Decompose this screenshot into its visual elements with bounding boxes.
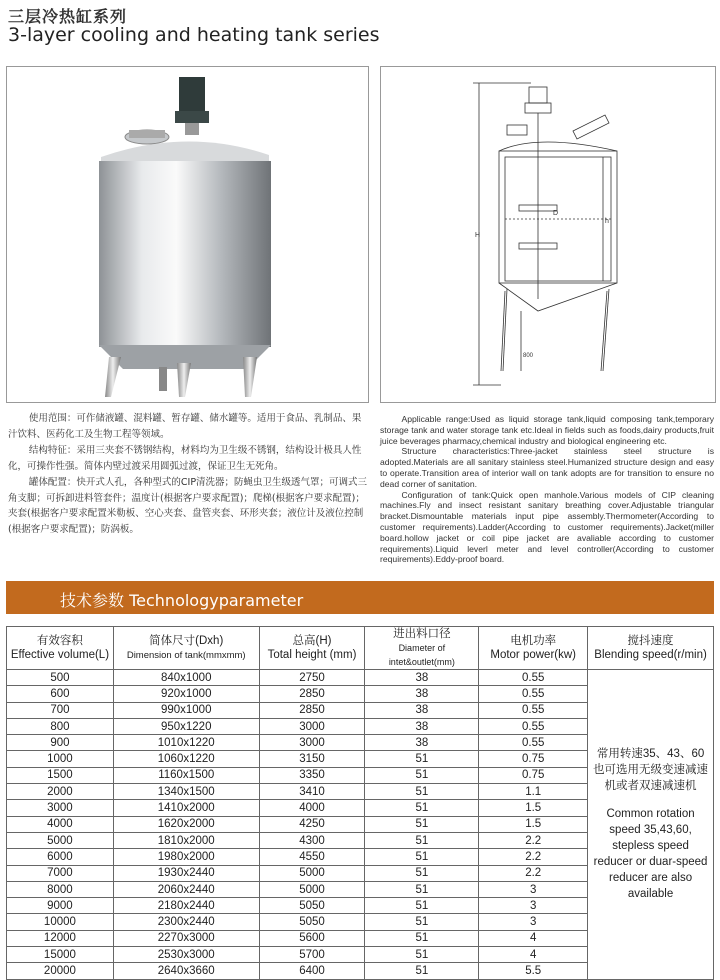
cell-diameter: 51: [365, 930, 479, 946]
cell-motor: 0.55: [479, 702, 588, 718]
tank-diagram-drawing: [381, 67, 715, 402]
cell-motor: 0.55: [479, 718, 588, 734]
cell-dimension: 840x1000: [113, 670, 259, 686]
cell-volume: 1500: [7, 767, 114, 783]
tank-diagram: [380, 66, 716, 403]
cell-volume: 4000: [7, 816, 114, 832]
label-800: 800: [523, 353, 534, 359]
cell-height: 4550: [259, 849, 365, 865]
cell-height: 4250: [259, 816, 365, 832]
cell-height: 5000: [259, 881, 365, 897]
cell-volume: 600: [7, 686, 114, 702]
cell-diameter: 38: [365, 670, 479, 686]
cell-height: 3000: [259, 718, 365, 734]
label-h-total: H: [475, 232, 481, 239]
cell-diameter: 38: [365, 686, 479, 702]
cell-dimension: 1060x1220: [113, 751, 259, 767]
cell-volume: 9000: [7, 898, 114, 914]
table-body: [7, 670, 714, 980]
cell-height: 2850: [259, 686, 365, 702]
cell-motor: 4: [479, 930, 588, 946]
description-chinese: [8, 411, 368, 538]
cell-height: 4000: [259, 800, 365, 816]
cell-dimension: 2300x2440: [113, 914, 259, 930]
cell-diameter: 51: [365, 784, 479, 800]
cell-motor: 0.55: [479, 735, 588, 751]
cell-volume: 1000: [7, 751, 114, 767]
cell-height: 2850: [259, 702, 365, 718]
desc-en-range: Applicable range:Used as liquid storage tank,liquid composing tank,temporary storage tank and water storage tank etc.Ideal in fields such as foods,dairy products,fruit juice beverages pharmacy,chemical industry and biological engineering etc.: [380, 414, 714, 446]
cell-diameter: 51: [365, 767, 479, 783]
cell-diameter: 51: [365, 898, 479, 914]
cell-height: 5050: [259, 898, 365, 914]
desc-en-structure: Structure characteristics:Three-jacket stainless steel structure is adopted.Materials are all sanitary stainless steel.Humanized structure design and easy to operate.Transition area of interior wall on tank adopts are for transition to ensure no dead corner of sanitation.: [380, 446, 714, 489]
cell-motor: 0.75: [479, 767, 588, 783]
cell-volume: 15000: [7, 947, 114, 963]
cell-volume: 800: [7, 718, 114, 734]
cell-diameter: 51: [365, 800, 479, 816]
cell-dimension: 2180x2440: [113, 898, 259, 914]
cell-motor: 1.5: [479, 816, 588, 832]
cell-diameter: 51: [365, 914, 479, 930]
cell-diameter: 38: [365, 718, 479, 734]
cell-motor: 3: [479, 898, 588, 914]
cell-diameter: 51: [365, 865, 479, 881]
header-height: 总高(H) Total height (mm): [259, 627, 365, 670]
cell-dimension: 1340x1500: [113, 784, 259, 800]
header-dimension: 简体尺寸(Dxh) Dimension of tank(mmxmm): [113, 627, 259, 670]
cell-volume: 8000: [7, 881, 114, 897]
cell-volume: 900: [7, 735, 114, 751]
desc-cn-structure: 结构特征：采用三夹套不锈钢结构，材料均为卫生级不锈钢，结构设计极具人性化，可操作性强。简体内壁过渡采用圆弧过渡，保证卫生无死角。: [8, 445, 362, 472]
cell-dimension: 920x1000: [113, 686, 259, 702]
cell-volume: 2000: [7, 784, 114, 800]
cell-diameter: 51: [365, 947, 479, 963]
cell-height: 3350: [259, 767, 365, 783]
cell-dimension: 1810x2000: [113, 832, 259, 848]
cell-height: 3410: [259, 784, 365, 800]
tank-photo-illustration: [7, 67, 368, 402]
cell-height: 5050: [259, 914, 365, 930]
cell-diameter: 51: [365, 881, 479, 897]
cell-volume: 6000: [7, 849, 114, 865]
cell-motor: 3: [479, 881, 588, 897]
cell-diameter: 51: [365, 849, 479, 865]
cell-volume: 7000: [7, 865, 114, 881]
header-speed: 搅抖速度 Blending speed(r/min): [588, 627, 714, 670]
desc-en-config: Configuration of tank:Quick open manhole.Various models of CIP cleaning machines.Fly and insect resistant sanitary breathing cover.Adjustable triangular bracket.Dismountable materials input pipe assembly.Thermometer(According to customer requirements).Ladder(According to customer requirements).Jacket(miller board.hollow jacket or coil pipe jacket are avaliable according to customer requirements).Liquid leverl meter and level controller(According to customer requirements).Eddy-proof board.: [380, 489, 714, 565]
cell-height: 2750: [259, 670, 365, 686]
cell-motor: 1.1: [479, 784, 588, 800]
cell-motor: 0.55: [479, 670, 588, 686]
cell-motor: 0.75: [479, 751, 588, 767]
cell-motor: 4: [479, 947, 588, 963]
cell-diameter: 38: [365, 702, 479, 718]
cell-dimension: 990x1000: [113, 702, 259, 718]
title-chinese: 三层冷热缸系列: [8, 7, 128, 26]
description-english: [380, 414, 714, 565]
section-header-band: [6, 581, 714, 614]
cell-dimension: 1410x2000: [113, 800, 259, 816]
tank-photo: [6, 66, 369, 403]
cell-dimension: 1980x2000: [113, 849, 259, 865]
spec-table: [6, 626, 714, 980]
cell-diameter: 51: [365, 816, 479, 832]
cell-dimension: 1010x1220: [113, 735, 259, 751]
title-english: 3-layer cooling and heating tank series: [8, 24, 380, 46]
desc-cn-range: 使用范围：可作储液罐、混料罐、暂存罐、储水罐等。适用于食品、乳制品、果汁饮料、医药化工及生物工程等领域。: [8, 413, 362, 440]
table-row: [7, 670, 714, 686]
cell-diameter: 51: [365, 751, 479, 767]
cell-dimension: 2530x3000: [113, 947, 259, 963]
cell-height: 5600: [259, 930, 365, 946]
desc-cn-config: 罐体配置：快开式人孔，各种型式的CIP清洗器；防蝇虫卫生级透气罩；可调式三角支脚；可拆卸进料管套件；温度计(根据客户要求配置)；爬梯(根据客户要求配置)；夹套(根据客户要求配置米勒板、空心夹套、盘管夹套、环形夹套；液位计及液位控制(根据客户要求配置)；防涡板。: [8, 477, 368, 535]
cell-dimension: 2640x3660: [113, 963, 259, 979]
cell-diameter: 51: [365, 963, 479, 979]
cell-diameter: 51: [365, 832, 479, 848]
cell-motor: 2.2: [479, 832, 588, 848]
cell-motor: 5.5: [479, 963, 588, 979]
cell-dimension: 1160x1500: [113, 767, 259, 783]
label-h-body: h: [605, 218, 609, 225]
cell-motor: 2.2: [479, 865, 588, 881]
cell-volume: 3000: [7, 800, 114, 816]
cell-motor: 3: [479, 914, 588, 930]
cell-dimension: 950x1220: [113, 718, 259, 734]
cell-height: 3000: [259, 735, 365, 751]
speed-note-cn: 常用转速35、43、60也可选用无级变速减速机或者双速减速机: [593, 748, 709, 793]
cell-height: 5700: [259, 947, 365, 963]
speed-note-en: Common rotation speed 35,43,60, stepless speed reducer or duar-speed reducer are also available: [593, 808, 708, 901]
header-motor: 电机功率 Motor power(kw): [479, 627, 588, 670]
cell-height: 4300: [259, 832, 365, 848]
cell-volume: 10000: [7, 914, 114, 930]
table-header-row: [7, 627, 714, 670]
header-volume: 有效容积 Effective volume(L): [7, 627, 114, 670]
cell-volume: 20000: [7, 963, 114, 979]
cell-blending-speed-note: [588, 670, 714, 980]
cell-dimension: 2060x2440: [113, 881, 259, 897]
cell-dimension: 2270x3000: [113, 930, 259, 946]
cell-motor: 2.2: [479, 849, 588, 865]
cell-volume: 12000: [7, 930, 114, 946]
cell-motor: 1.5: [479, 800, 588, 816]
cell-height: 3150: [259, 751, 365, 767]
cell-dimension: 1930x2440: [113, 865, 259, 881]
cell-motor: 0.55: [479, 686, 588, 702]
cell-height: 6400: [259, 963, 365, 979]
cell-diameter: 38: [365, 735, 479, 751]
section-title: 技术参数 Technologyparameter: [60, 591, 304, 610]
cell-volume: 5000: [7, 832, 114, 848]
cell-height: 5000: [259, 865, 365, 881]
cell-volume: 500: [7, 670, 114, 686]
header-diameter: 进出料口径 Diameter of intet&outlet(mm): [365, 627, 479, 670]
label-d: D: [553, 210, 559, 217]
cell-volume: 700: [7, 702, 114, 718]
cell-dimension: 1620x2000: [113, 816, 259, 832]
